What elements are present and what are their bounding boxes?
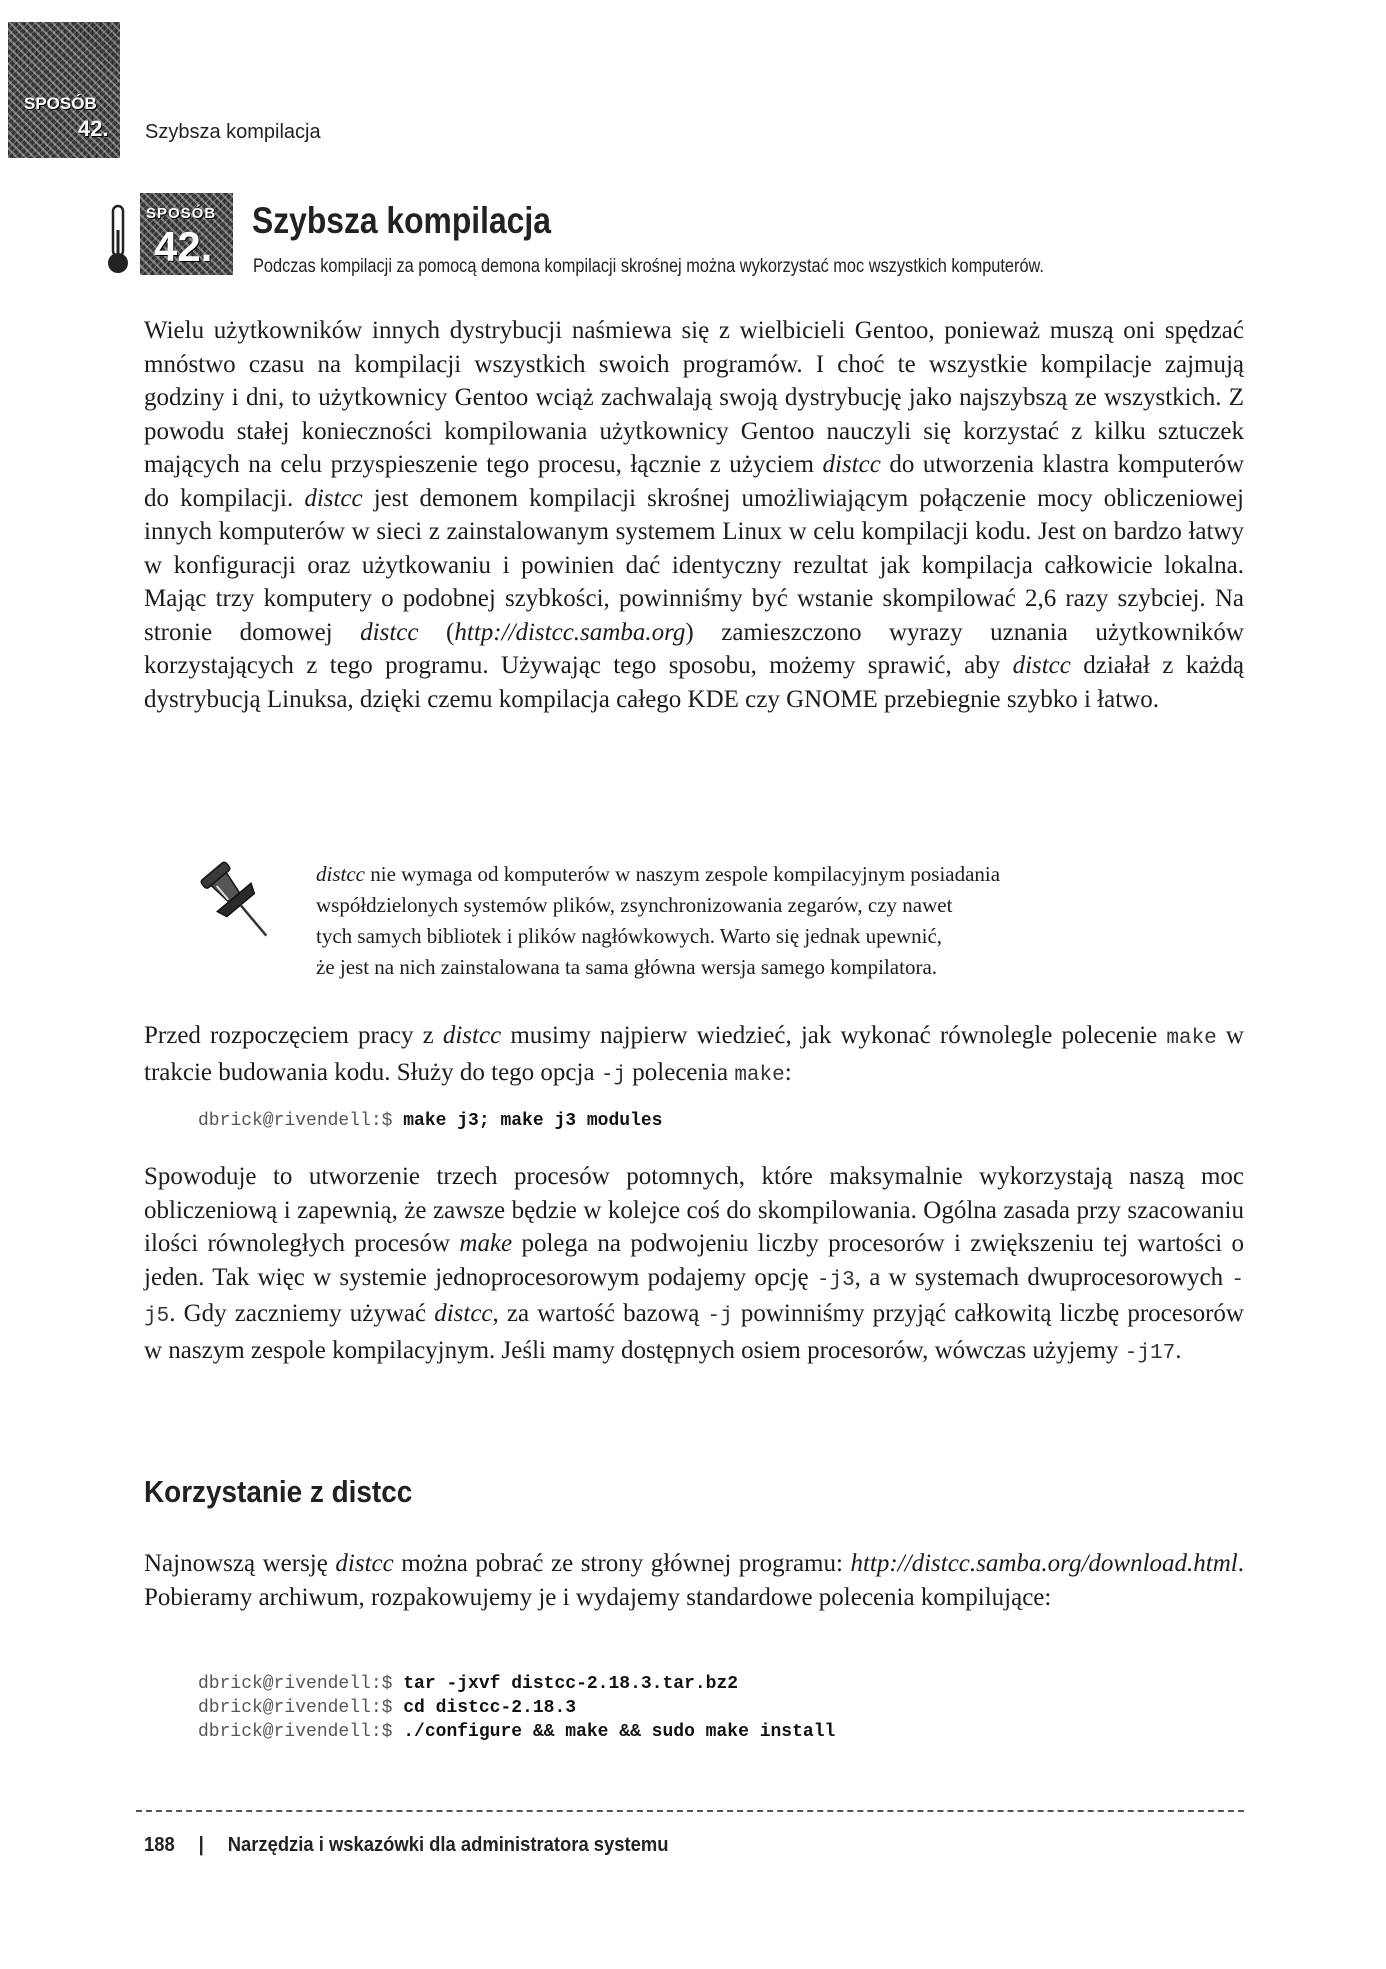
inline-code: -j — [707, 1305, 733, 1328]
program-name: distcc — [434, 1300, 493, 1327]
text-run: musimy najpierw wiedzieć, jak wykonać równolegle polecenie — [501, 1022, 1167, 1049]
program-name: make — [459, 1230, 513, 1257]
page-number: 188 — [144, 1834, 175, 1856]
text-run: . — [1175, 1336, 1182, 1364]
note-line — [316, 859, 1196, 890]
text-run: działał z każdą dystrybucją Linuksa, dzięki czemu kompilacja całego KDE czy GNOME przebiegnie szybko i łatwo. — [144, 652, 1245, 713]
program-name: distcc — [316, 862, 365, 886]
download-paragraph — [144, 1547, 1244, 1614]
text-run: polecenia — [626, 1058, 735, 1086]
header-badge-number: 42. — [78, 116, 109, 141]
text-run: w trakcie budowania kodu. Służy do tego opcja — [144, 1022, 1244, 1086]
text-run: Wielu użytkowników innych dystrybucji naśmiewa się z wielbicieli Gentoo, ponieważ muszą oni spędzać mnóstwo czasu na kompilacji wszystkich swoich programów. I choć te wszystkie kompilacje zajmują godziny i dni, to użytkownicy Gentoo wciąż zachwalają swoją dystrybucję jako najszybszą ze wszystkich. Z powodu stałej konieczności kompilowania użytkownicy Gentoo nauczyli się korzystać z kilku sztuczek mających na celu przyspieszenie tego procesu, łącznie z użyciem — [144, 317, 1244, 478]
program-name: distcc — [1012, 652, 1071, 679]
text-run: do utworzenia klastra komputerów do kompilacji. — [144, 451, 1244, 512]
shell-prompt: dbrick@rivendell:$ — [198, 1111, 404, 1131]
inline-code: -j3 — [816, 1268, 855, 1292]
footer-separator: | — [198, 1834, 204, 1856]
url-link[interactable]: http://distcc.samba.org — [454, 618, 686, 646]
inline-code: -j — [600, 1063, 627, 1087]
code-block — [198, 1672, 835, 1744]
inline-code: make — [1166, 1027, 1217, 1050]
text-run: . Gdy zaczniemy używać — [169, 1300, 435, 1327]
pushpin-icon — [192, 856, 284, 948]
hack-badge — [140, 193, 233, 275]
text-run: , a w systemach dwuprocesorowych — [854, 1263, 1232, 1291]
code-line — [198, 1672, 835, 1696]
hack-subtitle: Podczas kompilacji za pomocą demona kompilacji skrośnej można wykorzystać moc wszystkich komputerów. — [253, 256, 1044, 277]
program-name: distcc — [335, 1550, 394, 1577]
shell-command: cd distcc-2.18.3 — [403, 1698, 577, 1718]
text-run: , za wartość bazową — [492, 1300, 708, 1327]
program-name: distcc — [304, 484, 363, 512]
text-run: ( — [418, 618, 455, 646]
text-run: powinniśmy przyjąć całkowitą liczbę procesorów w naszym zespole kompilacyjnym. Jeśli mamy dostępnych osiem procesorów, wówczas użyjemy — [144, 1300, 1244, 1364]
url-link[interactable]: http://distcc.samba.org/download.html — [850, 1550, 1238, 1577]
inline-code: -j17 — [1124, 1341, 1176, 1365]
text-run: nie wymaga od komputerów w naszym zespole kompilacyjnym posiadania — [364, 862, 1001, 886]
header-badge-label: SPOSÓB — [24, 94, 97, 113]
text-run: Najnowszą wersję — [144, 1550, 336, 1577]
text-run: jest demonem kompilacji skrośnej umożliwiającym połączenie mocy obliczeniowej innych komputerów w sieci z zainstalowanym systemem Linux w celu kompilacji kodu. Jest on bardzo łatwy w konfiguracji oraz użytkowaniu i powinien dać identyczny rezultat jak kompilacja całkowicie lokalna. Mając trzy komputery o podobnej szybkości, powinniśmy być wstanie skompilować 2,6 razy szybciej. Na stronie domowej — [144, 484, 1244, 646]
inline-code: -j5 — [144, 1268, 1244, 1328]
text-run: . Pobieramy archiwum, rozpakowujemy je i wydajemy standardowe polecenia kompilujące: — [144, 1550, 1244, 1611]
header-section-title: Szybsza kompilacja — [145, 121, 321, 143]
text-run: polega na podwojeniu liczby procesorów i zwiększeniu tej wartości o jeden. Tak więc w systemie jednoprocesorowym podajemy opcję — [144, 1230, 1244, 1291]
text-run: Przed rozpoczęciem pracy z — [144, 1022, 443, 1049]
shell-command: make j3; make j3 modules — [403, 1111, 663, 1131]
shell-command: ./configure && make && sudo make install — [403, 1722, 836, 1742]
shell-prompt: dbrick@rivendell:$ — [198, 1674, 404, 1694]
hack-badge-label: SPOSÓB — [146, 205, 217, 222]
text-run: można pobrać ze strony głównej programu: — [393, 1550, 851, 1577]
program-name: distcc — [442, 1022, 502, 1049]
shell-command: tar -jxvf distcc-2.18.3.tar.bz2 — [403, 1674, 739, 1694]
book-title: Narzędzia i wskazówki dla administratora systemu — [227, 1834, 669, 1856]
note-line: współdzielonych systemów plików, zsynchronizowania zegarów, czy nawet — [316, 893, 953, 917]
code-line — [198, 1720, 835, 1744]
text-run: Spowoduje to utworzenie trzech procesów potomnych, które maksymalnie wykorzystają naszą moc obliczeniową i zapewnią, że zawsze będzie w kolejce coś do skompilowania. Ogólna zasada przy szacowaniu ilości równoległych procesów — [144, 1163, 1244, 1257]
note-line: tych samych bibliotek i plików nagłówkowych. Warto się jednak upewnić, — [316, 924, 943, 948]
header-badge — [8, 22, 120, 158]
text-run: : — [784, 1058, 792, 1086]
code-block — [198, 1109, 662, 1133]
hack-badge-number: 42. — [154, 223, 213, 270]
shell-prompt: dbrick@rivendell:$ — [198, 1722, 404, 1742]
page-footer — [144, 1834, 668, 1857]
thermometer-icon — [104, 204, 132, 276]
program-name: distcc — [360, 618, 419, 646]
note-line: że jest na nich zainstalowana ta sama główna wersja samego kompilatora. — [316, 955, 938, 979]
code-line — [198, 1696, 835, 1720]
jobs-paragraph — [144, 1160, 1244, 1370]
text-run: ) zamieszczono wyrazy uznania użytkowników korzystających z tego programu. Używając tego sposobu, możemy sprawić, aby — [144, 618, 1244, 679]
shell-prompt: dbrick@rivendell:$ — [198, 1698, 404, 1718]
intro-paragraph — [144, 314, 1244, 716]
program-name: distcc — [822, 451, 881, 478]
section-heading: Korzystanie z distcc — [144, 1474, 413, 1509]
hack-title: Szybsza kompilacja — [252, 200, 551, 241]
note-text — [316, 859, 1196, 983]
inline-code: make — [734, 1063, 785, 1087]
make-paragraph — [144, 1019, 1244, 1092]
footer-divider — [136, 1810, 1244, 1812]
